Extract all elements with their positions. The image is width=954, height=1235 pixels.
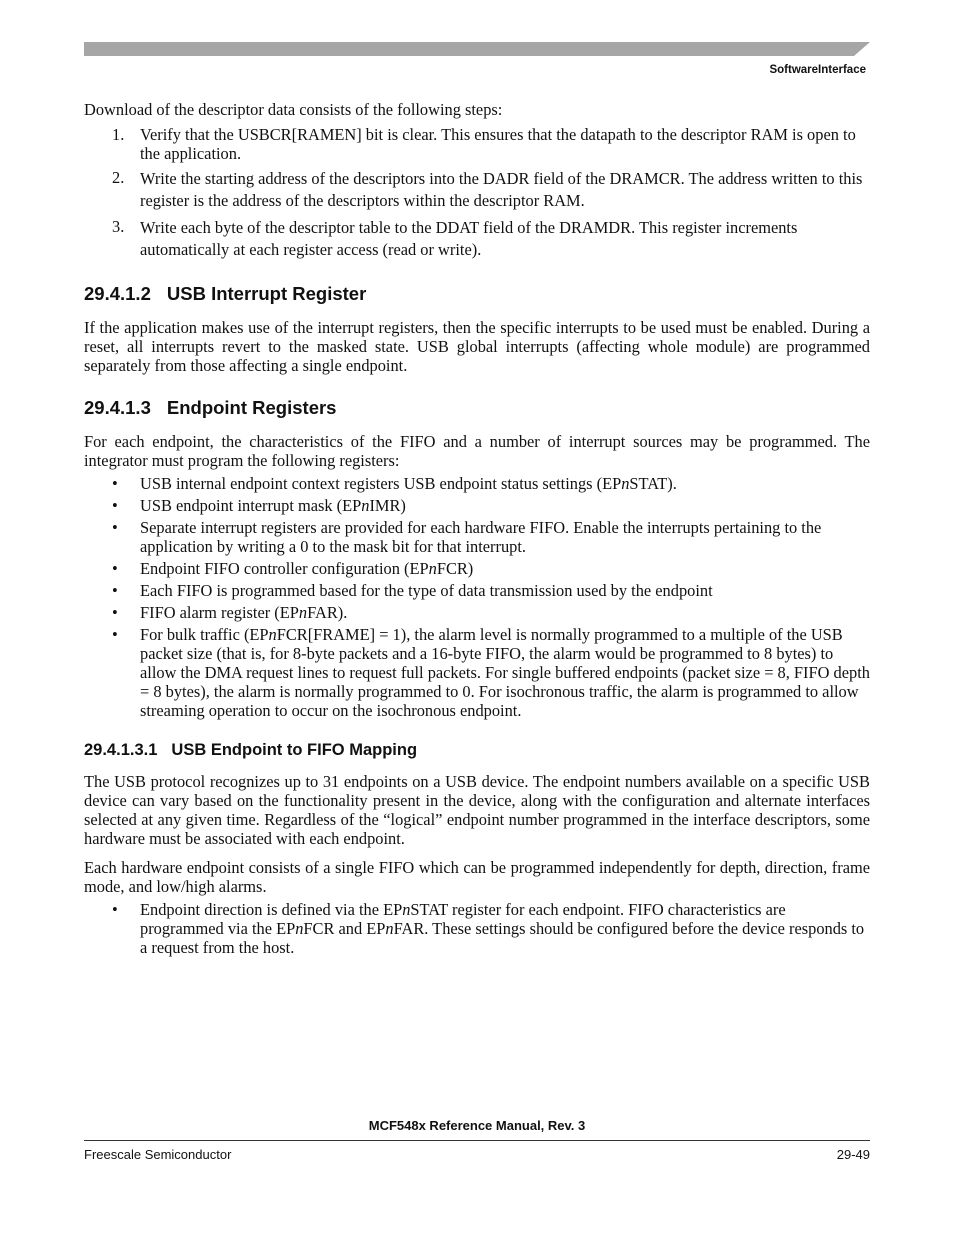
- list-number: 3.: [112, 217, 125, 236]
- list-item: [84, 581, 870, 600]
- section-title: USB Endpoint to FIFO Mapping: [171, 741, 418, 759]
- paragraph: If the application makes use of the interrupt registers, then the specific interrupts to be used must be enabled. During a reset, all interrupts revert to the masked state. USB global interrupts (affecting whole module) are programmed separately from those affecting a single endpoint.: [84, 318, 870, 375]
- list-text: FIFO alarm register (EPnFAR).: [140, 603, 348, 622]
- register-list: [84, 474, 870, 720]
- list-text: Each FIFO is programmed based for the type of data transmission used by the endpoint: [140, 581, 713, 600]
- list-text: Write the starting address of the descriptors into the DADR field of the DRAMCR. The address written to this register is the address of the descriptors within the descriptor RAM.: [140, 169, 863, 210]
- bullet: •: [112, 474, 118, 493]
- paragraph: Each hardware endpoint consists of a single FIFO which can be programmed independently for depth, direction, frame mode, and low/high alarms.: [84, 858, 870, 896]
- list-text: For bulk traffic (EPnFCR[FRAME] = 1), the alarm level is normally programmed to a multiple of the USB packet size (that is, for 8-byte packets and a 16-byte FIFO, the alarm would be programmed to 8 bytes) to allow the DMA request lines to request full packets. For single buffered endpoints (packet size = 8, FIFO depth = 8 bytes), the alarm is normally programmed to 0. For isochronous traffic, the alarm is programmed to allow streaming operation to occur on the isochronous endpoint.: [140, 625, 870, 720]
- list-text: Verify that the USBCR[RAMEN] bit is clear. This ensures that the datapath to the descriptor RAM is open to the application.: [140, 125, 856, 163]
- footer-manual-title: MCF548x Reference Manual, Rev. 3: [368, 1118, 586, 1133]
- list-item: [84, 125, 870, 163]
- list-text: Separate interrupt registers are provided for each hardware FIFO. Enable the interrupts pertaining to the application by writing a 0 to the mask bit for that interrupt.: [140, 518, 822, 556]
- list-item: [84, 518, 870, 556]
- list-item: [84, 603, 870, 622]
- section-heading: [84, 283, 870, 305]
- list-text: USB endpoint interrupt mask (EPnIMR): [140, 496, 406, 515]
- bullet: •: [112, 625, 118, 644]
- footer-divider: [84, 1140, 870, 1141]
- section-title: Endpoint Registers: [166, 397, 337, 418]
- list-item: [84, 559, 870, 578]
- list-number: 2.: [112, 168, 125, 187]
- list-item: [84, 168, 870, 212]
- paragraph: For each endpoint, the characteristics of the FIFO and a number of interrupt sources may be programmed. The integrator must program the following registers:: [84, 432, 870, 470]
- list-text: Write each byte of the descriptor table to the DDAT field of the DRAMDR. This register increments automatically at each register access (read or write).: [140, 218, 798, 259]
- list-text: Endpoint FIFO controller configuration (EPnFCR): [140, 559, 474, 578]
- bullet: •: [112, 496, 118, 515]
- section-number: 29.4.1.2: [84, 283, 151, 304]
- header-bar-graphic: [84, 42, 870, 56]
- page-number: 29-49: [836, 1147, 870, 1162]
- direction-list: [84, 900, 870, 957]
- list-item: [84, 625, 870, 720]
- bullet: •: [112, 603, 118, 622]
- running-header: SoftwareInterface: [769, 64, 866, 76]
- list-text: Endpoint direction is defined via the EPnSTAT register for each endpoint. FIFO characteristics are programmed via the EPnFCR and EPnFAR. These settings should be configured before the device responds to a request from the host.: [140, 900, 865, 957]
- section-number: 29.4.1.3: [84, 397, 151, 418]
- page-body: [84, 100, 870, 960]
- list-number: 1.: [112, 125, 125, 144]
- list-text: USB internal endpoint context registers USB endpoint status settings (EPnSTAT).: [140, 474, 677, 493]
- bullet: •: [112, 518, 118, 537]
- bullet: •: [112, 581, 118, 600]
- steps-list: [84, 125, 870, 261]
- paragraph: The USB protocol recognizes up to 31 endpoints on a USB device. The endpoint numbers available on a specific USB device can vary based on the functionality present in the device, along with the configuration and alternate interfaces selected at any given time. Regardless of the “logical” endpoint number programmed in the interface descriptors, some hardware must be associated with each endpoint.: [84, 772, 870, 848]
- section-number: 29.4.1.3.1: [84, 741, 158, 759]
- header-bar: [84, 42, 870, 56]
- list-item: [84, 474, 870, 493]
- list-item: [84, 496, 870, 515]
- section-heading: [84, 397, 870, 419]
- footer-company: Freescale Semiconductor: [84, 1147, 232, 1162]
- intro-paragraph: Download of the descriptor data consists of the following steps:: [84, 100, 503, 119]
- list-item: [84, 900, 870, 957]
- bullet: •: [112, 900, 118, 919]
- subsection-heading: [84, 740, 870, 760]
- section-title: USB Interrupt Register: [166, 283, 367, 304]
- bullet: •: [112, 559, 118, 578]
- list-item: [84, 217, 870, 261]
